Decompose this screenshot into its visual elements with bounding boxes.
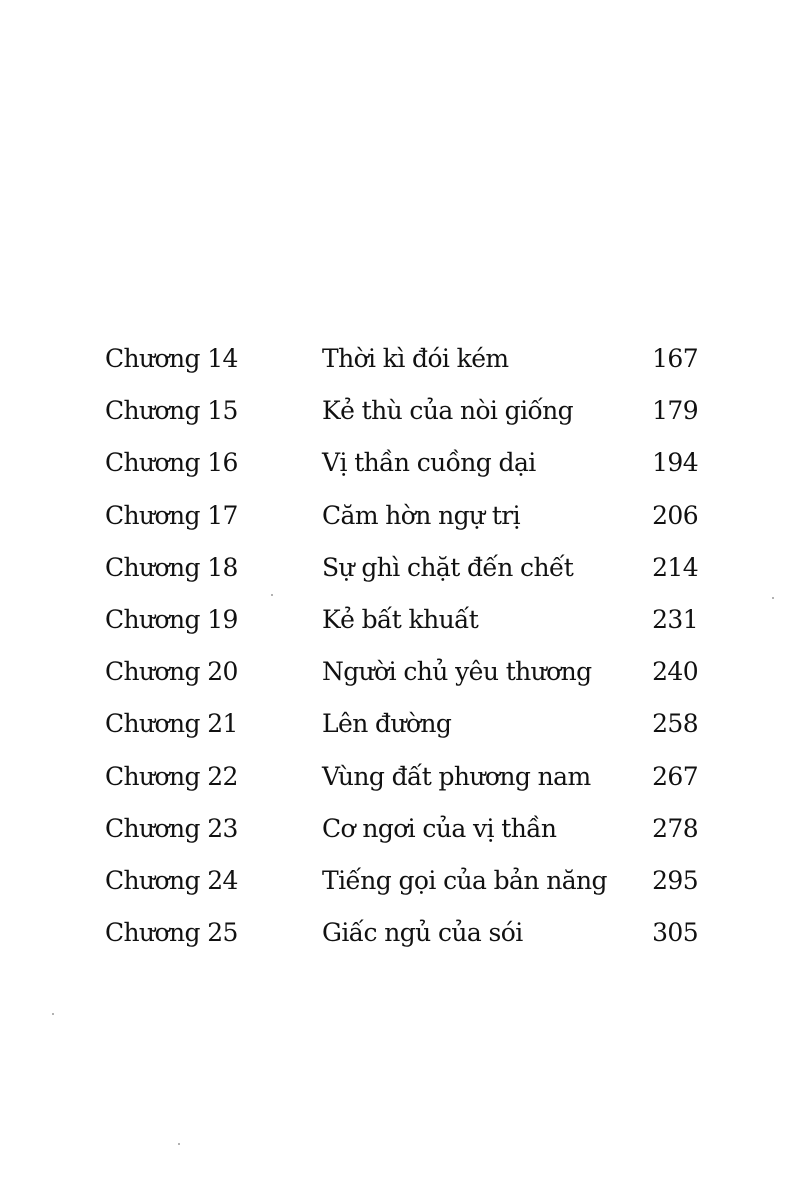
toc-entry [0,756,800,808]
toc-entry [0,338,800,390]
page-number: 278 [652,813,698,843]
page-number: 194 [652,448,698,478]
page-number: 179 [652,396,698,426]
chapter-title: Vị thần cuồng dại [322,448,536,478]
chapter-title: Thời kì đói kém [322,344,509,373]
chapter-title: Người chủ yêu thương [322,657,592,687]
page-number: 214 [652,552,698,582]
chapter-number: Chương 25 [105,918,238,948]
chapter-number: Chương 24 [105,865,238,895]
toc-entry [0,390,800,442]
chapter-number: Chương 15 [105,396,238,426]
toc-entry [0,651,800,703]
toc-entry [0,912,800,964]
page-number: 267 [652,761,698,791]
chapter-title: Sự ghì chặt đến chết [322,552,574,582]
toc-entry [0,703,800,755]
chapter-number: Chương 16 [105,448,238,478]
page-number: 258 [652,709,698,739]
chapter-title: Lên đường [322,709,452,739]
toc-entry [0,442,800,494]
chapter-number: Chương 14 [105,344,238,373]
page-number: 295 [652,865,698,895]
table-of-contents [0,338,800,964]
scan-speck [52,1013,54,1015]
chapter-title: Kẻ thù của nòi giống [322,396,574,426]
chapter-title: Tiếng gọi của bản năng [322,865,607,895]
chapter-number: Chương 17 [105,500,238,530]
page-number: 231 [652,604,698,634]
page-number: 240 [652,657,698,687]
chapter-title: Vùng đất phương nam [322,761,591,791]
chapter-number: Chương 22 [105,761,238,791]
scan-speck [271,594,273,596]
chapter-title: Giấc ngủ của sói [322,918,523,948]
chapter-number: Chương 18 [105,552,238,582]
chapter-title: Cơ ngơi của vị thần [322,813,557,843]
scan-speck [178,1143,180,1145]
chapter-title: Kẻ bất khuất [322,604,479,634]
page-number: 305 [652,918,698,948]
chapter-number: Chương 19 [105,604,238,634]
toc-entry [0,860,800,912]
chapter-number: Chương 23 [105,813,238,843]
chapter-number: Chương 20 [105,657,238,687]
page-number: 167 [652,344,698,373]
page-number: 206 [652,500,698,530]
toc-entry [0,495,800,547]
toc-entry [0,599,800,651]
toc-entry [0,808,800,860]
chapter-number: Chương 21 [105,709,238,739]
scan-speck [772,597,774,599]
toc-entry [0,547,800,599]
chapter-title: Căm hờn ngự trị [322,500,521,530]
